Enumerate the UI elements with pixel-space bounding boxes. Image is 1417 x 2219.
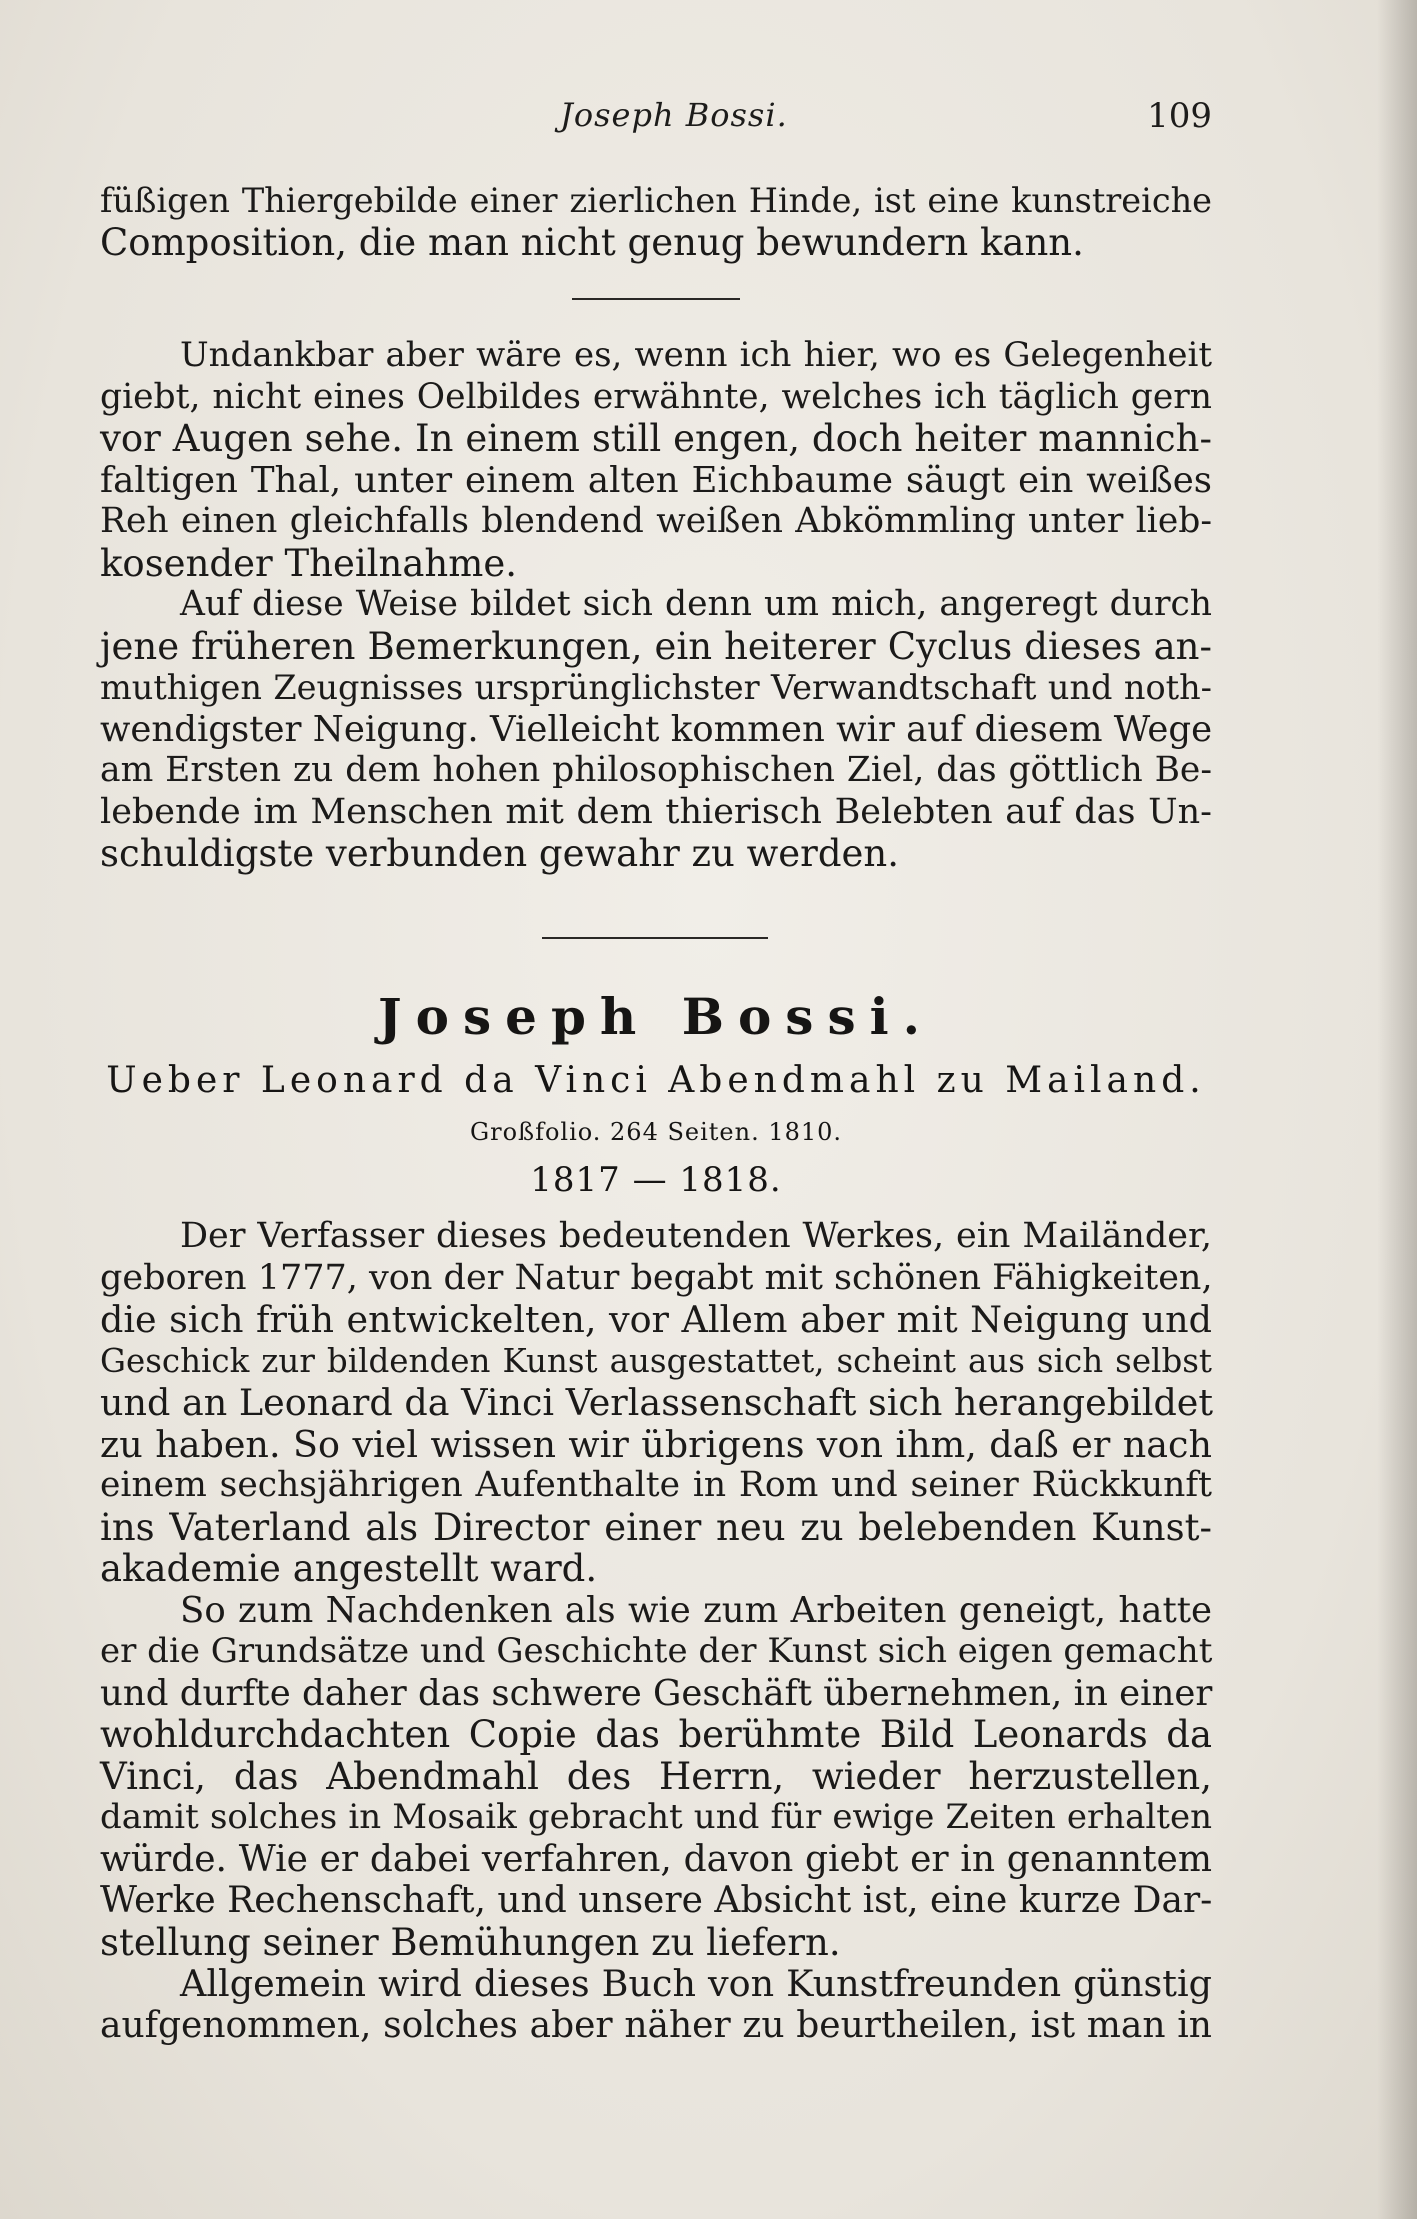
running-title: Joseph Bossi. [560, 96, 788, 134]
text-line: muthigen Zeugnisses ursprünglichster Verwandtschaft und noth- [100, 668, 1212, 707]
text-line: und an Leonard da Vinci Verlassenschaft sich herangebildet [100, 1381, 1214, 1424]
text-line: Vinci, das Abendmahl des Herrn, wieder herzustellen, [100, 1754, 1212, 1798]
text-line: würde. Wie er dabei verfahren, davon giebt er in genanntem [100, 1838, 1212, 1880]
text-line: Undankbar aber wäre es, wenn ich hier, wo es Gelegenheit [180, 335, 1212, 375]
text-line: vor Augen sehe. In einem still engen, doch heiter mannich- [100, 417, 1212, 460]
text-line: Der Verfasser dieses bedeutenden Werkes, ein Mailänder, [180, 1216, 1212, 1256]
text-line: am Ersten zu dem hohen philosophischen Ziel, das göttlich Be- [100, 750, 1212, 790]
text-line: Reh einen gleichfalls blendend weißen Abkömmling unter lieb- [100, 501, 1212, 541]
section-divider [542, 937, 768, 939]
text-line: So zum Nachdenken als wie zum Arbeiten geneigt, hatte [180, 1589, 1212, 1631]
page-header [100, 96, 1212, 146]
text-line: und durfte daher das schwere Geschäft übernehmen, in einer [100, 1672, 1213, 1714]
text-line: kosender Theilnahme. [100, 541, 517, 585]
text-line: Auf diese Weise bildet sich denn um mich, angeregt durch [180, 584, 1212, 624]
text-line: Composition, die man nicht genug bewundern kann. [100, 220, 1084, 264]
text-line: einem sechsjährigen Aufenthalte in Rom und seiner Rückkunft [100, 1465, 1212, 1505]
text-line: ins Vaterland als Director einer neu zu belebenden Kunst- [100, 1505, 1212, 1549]
text-line: Werke Rechenschaft, und unsere Absicht ist, eine kurze Dar- [100, 1880, 1213, 1921]
text-line: wohldurchdachten Copie das berühmte Bild Leonards da [100, 1713, 1212, 1756]
text-line: lebende im Menschen mit dem thierisch Belebten auf das Un- [100, 791, 1212, 832]
paragraph-continuation [100, 180, 1212, 263]
text-line: Allgemein wird dieses Buch von Kunstfreunden günstig [180, 1962, 1212, 2005]
text-line: damit solches in Mosaik gebracht und für ewige Zeiten erhalten [100, 1797, 1212, 1837]
section-heading-title: Ueber Leonard da Vinci Abendmahl zu Mailand. [106, 1060, 1206, 1101]
section-heading-author: Joseph Bossi. [378, 987, 934, 1046]
text-line: geboren 1777, von der Natur begabt mit schönen Fähigkeiten, [100, 1257, 1213, 1298]
text-line: zu haben. So viel wissen wir übrigens von ihm, daß er nach [100, 1422, 1212, 1466]
page-number: 109 [1147, 96, 1212, 136]
section-heading-meta: Großfolio. 264 Seiten. 1810. [469, 1118, 843, 1146]
text-line: schuldigste verbunden gewahr zu werden. [100, 832, 900, 875]
page-edge-shadow [1377, 0, 1417, 2219]
text-line: wendigster Neigung. Vielleicht kommen wir auf diesem Wege [100, 708, 1213, 750]
text-line: aufgenommen, solches aber näher zu beurtheilen, ist man in [100, 2004, 1212, 2046]
text-line: stellung seiner Bemühungen zu liefern. [100, 1920, 841, 1964]
text-line: Geschick zur bildenden Kunst ausgestattet, scheint aus sich selbst [100, 1341, 1212, 1380]
paragraph-bossi [100, 1216, 1212, 2046]
text-line: er die Grundsätze und Geschichte der Kunst sich eigen gemacht [100, 1631, 1213, 1671]
text-line: die sich früh entwickelten, vor Allem aber mit Neigung und [100, 1298, 1212, 1341]
text-line: füßigen Thiergebilde einer zierlichen Hinde, ist eine kunstreiche [100, 181, 1212, 220]
text-line: akademie angestellt ward. [100, 1547, 598, 1590]
paragraph-oelbild [100, 335, 1212, 875]
text-line: giebt, nicht eines Oelbildes erwähnte, welches ich täglich gern [100, 376, 1212, 417]
text-line: jene früheren Bemerkungen, ein heiterer Cyclus dieses an- [100, 624, 1212, 668]
section-divider [572, 298, 740, 300]
section-heading-years: 1817 — 1818. [530, 1160, 782, 1200]
text-line: faltigen Thal, unter einem alten Eichbaume säugt ein weißes [100, 459, 1212, 501]
